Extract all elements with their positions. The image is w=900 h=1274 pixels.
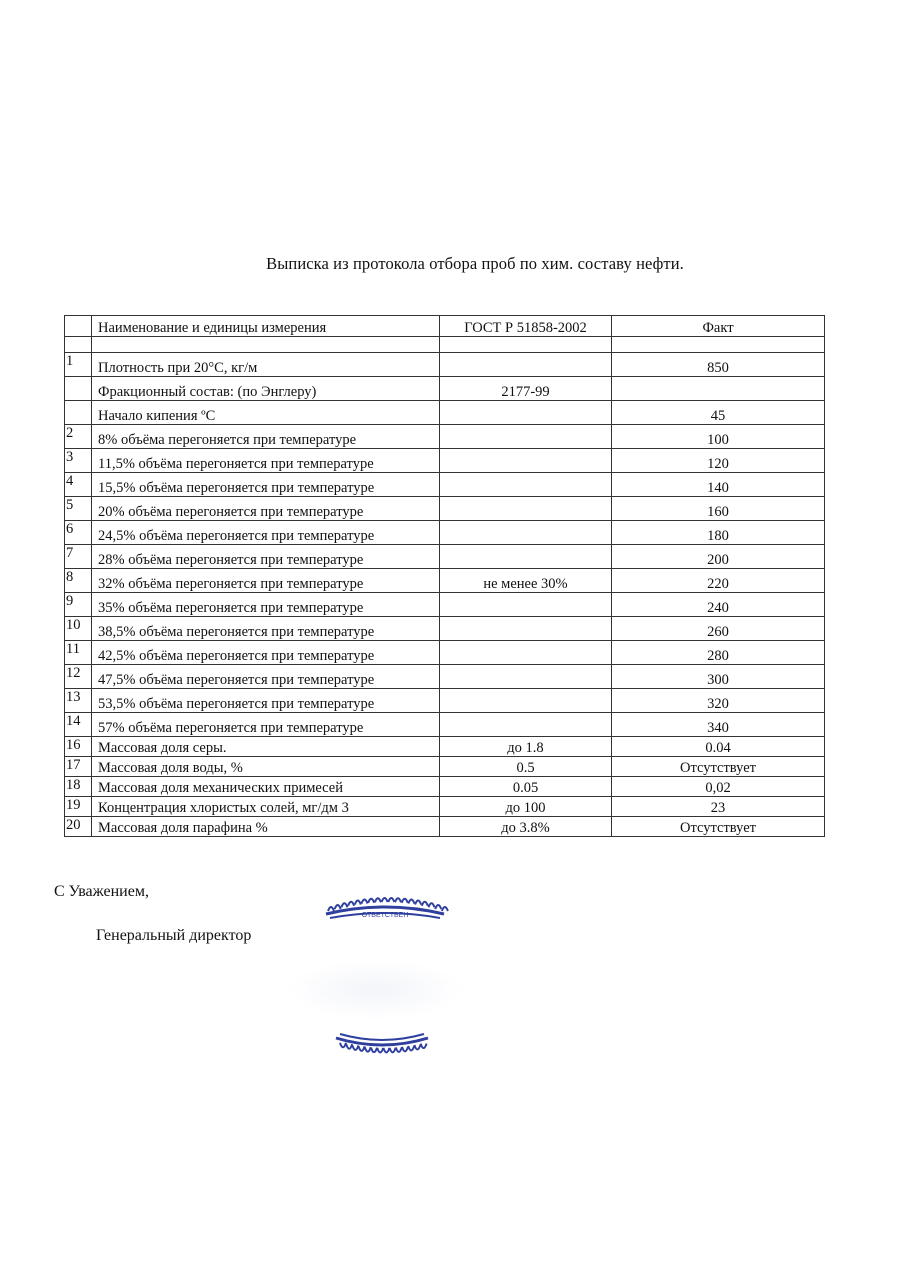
row-num: 3	[65, 449, 92, 473]
row-num: 5	[65, 497, 92, 521]
row-name: Начало кипения ºС	[92, 401, 440, 425]
row-name: Массовая доля воды, %	[92, 757, 440, 777]
row-name: Массовая доля механических примесей	[92, 777, 440, 797]
row-gost: 2177-99	[440, 377, 612, 401]
row-gost: 0.5	[440, 757, 612, 777]
row-gost	[440, 449, 612, 473]
seal-stamp-bottom	[330, 1030, 434, 1064]
row-num: 8	[65, 569, 92, 593]
row-num: 12	[65, 665, 92, 689]
row-name: 47,5% объёма перегоняется при температуре	[92, 665, 440, 689]
table-row	[65, 757, 825, 777]
table-row	[65, 449, 825, 473]
row-name: 42,5% объёма перегоняется при температуре	[92, 641, 440, 665]
row-num: 2	[65, 425, 92, 449]
table-row	[65, 521, 825, 545]
row-fact: 320	[612, 689, 825, 713]
closing-text: С Уважением,	[54, 883, 149, 900]
row-fact: 160	[612, 497, 825, 521]
row-name: 11,5% объёма перегоняется при температуре	[92, 449, 440, 473]
table-header-row	[65, 316, 825, 337]
row-name: Массовая доля парафина %	[92, 817, 440, 837]
row-gost: не менее 30%	[440, 569, 612, 593]
seal-stamp-top	[320, 878, 450, 922]
row-gost	[440, 473, 612, 497]
table-row	[65, 817, 825, 837]
row-fact: 220	[612, 569, 825, 593]
row-name: Плотность при 20°С, кг/м	[92, 353, 440, 377]
row-fact: 260	[612, 617, 825, 641]
row-name: 24,5% объёма перегоняется при температуре	[92, 521, 440, 545]
row-name: 32% объёма перегоняется при температуре	[92, 569, 440, 593]
row-name: 20% объёма перегоняется при температуре	[92, 497, 440, 521]
row-fact: 300	[612, 665, 825, 689]
row-fact: 0.04	[612, 737, 825, 757]
table-row	[65, 497, 825, 521]
table-row	[65, 545, 825, 569]
row-fact: 340	[612, 713, 825, 737]
row-fact: Отсутствует	[612, 817, 825, 837]
table-row	[65, 401, 825, 425]
row-gost	[440, 425, 612, 449]
row-gost	[440, 713, 612, 737]
row-fact: 100	[612, 425, 825, 449]
row-name: Массовая доля серы.	[92, 737, 440, 757]
row-num: 16	[65, 737, 92, 757]
table-row	[65, 617, 825, 641]
row-fact: Отсутствует	[612, 757, 825, 777]
table-row	[65, 797, 825, 817]
table-row	[65, 473, 825, 497]
row-fact: 45	[612, 401, 825, 425]
row-fact: 200	[612, 545, 825, 569]
row-name: 15,5% объёма перегоняется при температуре	[92, 473, 440, 497]
row-gost	[440, 593, 612, 617]
row-name	[92, 337, 440, 353]
row-gost	[440, 617, 612, 641]
row-gost	[440, 401, 612, 425]
row-gost	[440, 497, 612, 521]
row-num: 18	[65, 777, 92, 797]
row-gost	[440, 545, 612, 569]
row-fact: 280	[612, 641, 825, 665]
row-num: 9	[65, 593, 92, 617]
row-gost	[440, 353, 612, 377]
row-gost	[440, 689, 612, 713]
row-name: 38,5% объёма перегоняется при температуре	[92, 617, 440, 641]
row-gost	[440, 337, 612, 353]
protocol-table	[64, 315, 825, 837]
row-fact: 240	[612, 593, 825, 617]
signer-position: Генеральный директор	[96, 927, 252, 944]
row-num: 20	[65, 817, 92, 837]
table-row	[65, 713, 825, 737]
row-fact: 0,02	[612, 777, 825, 797]
header-gost: ГОСТ Р 51858-2002	[440, 316, 612, 337]
table-row	[65, 353, 825, 377]
row-name: Концентрация хлористых солей, мг/дм 3	[92, 797, 440, 817]
row-num	[65, 377, 92, 401]
row-num: 7	[65, 545, 92, 569]
svg-text:ОТВЕТСТВЕН: ОТВЕТСТВЕН	[361, 912, 409, 919]
stamp-faint-area	[286, 960, 466, 1020]
row-gost: до 100	[440, 797, 612, 817]
table-row	[65, 337, 825, 353]
row-fact: 140	[612, 473, 825, 497]
row-num: 4	[65, 473, 92, 497]
header-fact: Факт	[612, 316, 825, 337]
row-gost	[440, 641, 612, 665]
row-gost: 0.05	[440, 777, 612, 797]
row-fact	[612, 337, 825, 353]
row-num: 11	[65, 641, 92, 665]
row-gost	[440, 665, 612, 689]
row-fact: 850	[612, 353, 825, 377]
table-row	[65, 569, 825, 593]
row-num: 13	[65, 689, 92, 713]
row-num: 10	[65, 617, 92, 641]
header-num	[65, 316, 92, 337]
row-name: 35% объёма перегоняется при температуре	[92, 593, 440, 617]
row-fact: 120	[612, 449, 825, 473]
row-num: 1	[65, 353, 92, 377]
row-fact: 180	[612, 521, 825, 545]
document-title: Выписка из протокола отбора проб по хим. составу нефти.	[266, 254, 684, 273]
table-row	[65, 665, 825, 689]
table-row	[65, 777, 825, 797]
row-num: 6	[65, 521, 92, 545]
row-name: Фракционный состав: (по Энглеру)	[92, 377, 440, 401]
table-row	[65, 425, 825, 449]
table-row	[65, 737, 825, 757]
table-row	[65, 689, 825, 713]
row-num: 14	[65, 713, 92, 737]
row-fact: 23	[612, 797, 825, 817]
row-gost	[440, 521, 612, 545]
row-name: 57% объёма перегоняется при температуре	[92, 713, 440, 737]
row-num	[65, 337, 92, 353]
row-gost: до 3.8%	[440, 817, 612, 837]
row-name: 28% объёма перегоняется при температуре	[92, 545, 440, 569]
row-num	[65, 401, 92, 425]
row-gost: до 1.8	[440, 737, 612, 757]
row-num: 19	[65, 797, 92, 817]
row-name: 53,5% объёма перегоняется при температуре	[92, 689, 440, 713]
row-name: 8% объёма перегоняется при температуре	[92, 425, 440, 449]
table-row	[65, 641, 825, 665]
row-fact	[612, 377, 825, 401]
header-name: Наименование и единицы измерения	[92, 316, 440, 337]
table-row	[65, 377, 825, 401]
table-row	[65, 593, 825, 617]
row-num: 17	[65, 757, 92, 777]
